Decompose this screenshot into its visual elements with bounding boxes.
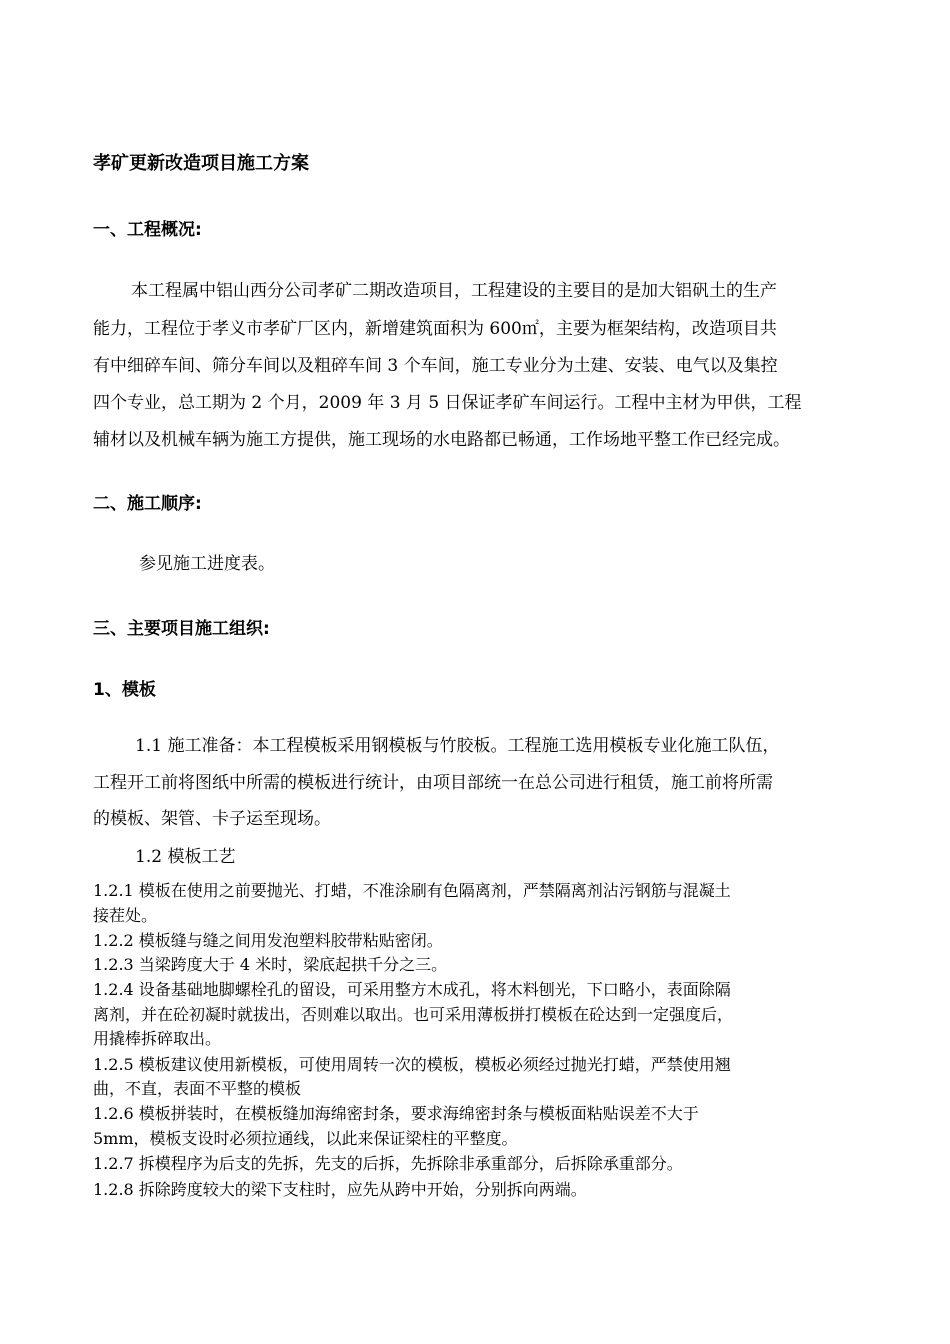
list-item: 曲，不直，表面不平整的模板: [93, 1079, 302, 1098]
list-item: 接茬处。: [93, 906, 158, 925]
section-1-line: 辅材以及机械车辆为施工方提供，施工现场的水电路都已畅通，工作场地平整工作已经完成。: [93, 430, 790, 450]
section-1-line: 有中细碎车间、筛分车间以及粗碎车间 3 个车间，施工专业分为土建、安装、电气以及集控: [93, 356, 778, 376]
list-item: 1.2.6 模板拼装时，在模板缝加海绵密封条，要求海绵密封条与模板面粘贴误差不大于: [93, 1104, 699, 1123]
list-item: 用撬棒拆碎取出。: [93, 1029, 222, 1048]
list-item: 离剂，并在砼初凝时就拔出，否则难以取出。也可采用薄板拼打模板在砼达到一定强度后，: [93, 1005, 734, 1024]
paragraph-1-2-heading: 1.2 模板工艺: [135, 847, 236, 867]
list-item: 1.2.4 设备基础地脚螺栓孔的留设，可采用整方木成孔，将木料刨光，下口略小，表面除隔: [93, 980, 731, 999]
list-item: 5mm，模板支设时必须拉通线，以此来保证梁柱的平整度。: [93, 1129, 518, 1148]
list-item: 1.2.1 模板在使用之前要抛光、打蜡，不准涂刷有色隔离剂，严禁隔离剂沾污钢筋与混凝土: [93, 881, 731, 900]
subsection-1-heading: 1、模板: [93, 680, 156, 700]
section-1-line: 四个专业，总工期为 2 个月，2009 年 3 月 5 日保证孝矿车间运行。工程中主材为甲供，工程: [93, 393, 802, 413]
list-item: 1.2.2 模板缝与缝之间用发泡塑料胶带粘贴密闭。: [93, 931, 443, 950]
list-item: 1.2.3 当梁跨度大于 4 米时，梁底起拱千分之三。: [93, 955, 448, 974]
section-1-line: 本工程属中铝山西分公司孝矿二期改造项目，工程建设的主要目的是加大铝矾土的生产: [131, 281, 777, 301]
list-item: 1.2.8 拆除跨度较大的梁下支柱时，应先从跨中开始，分别拆向两端。: [93, 1180, 587, 1199]
list-item: 1.2.5 模板建议使用新模板，可使用周转一次的模板，模板必须经过抛光打蜡，严禁使用翘: [93, 1055, 731, 1074]
paragraph-1-1-line: 工程开工前将图纸中所需的模板进行统计，由项目部统一在总公司进行租赁，施工前将所需: [93, 773, 773, 793]
document-title: 孝矿更新改造项目施工方案: [93, 153, 309, 174]
section-1-line: 能力，工程位于孝义市孝矿厂区内，新增建筑面积为 600㎡，主要为框架结构，改造项目共: [93, 319, 777, 339]
list-item: 1.2.7 拆模程序为后支的先拆，先支的后拆，先拆除非承重部分，后拆除承重部分。: [93, 1154, 683, 1173]
paragraph-1-1-line: 1.1 施工准备：本工程模板采用钢模板与竹胶板。工程施工选用模板专业化施工队伍，: [135, 736, 780, 756]
section-3-heading: 三、主要项目施工组织:: [93, 619, 270, 639]
section-2-heading: 二、施工顺序:: [93, 494, 202, 514]
section-2-text: 参见施工进度表。: [139, 554, 275, 574]
paragraph-1-1-line: 的模板、架管、卡子运至现场。: [93, 809, 331, 829]
section-1-heading: 一、工程概况:: [93, 220, 202, 240]
